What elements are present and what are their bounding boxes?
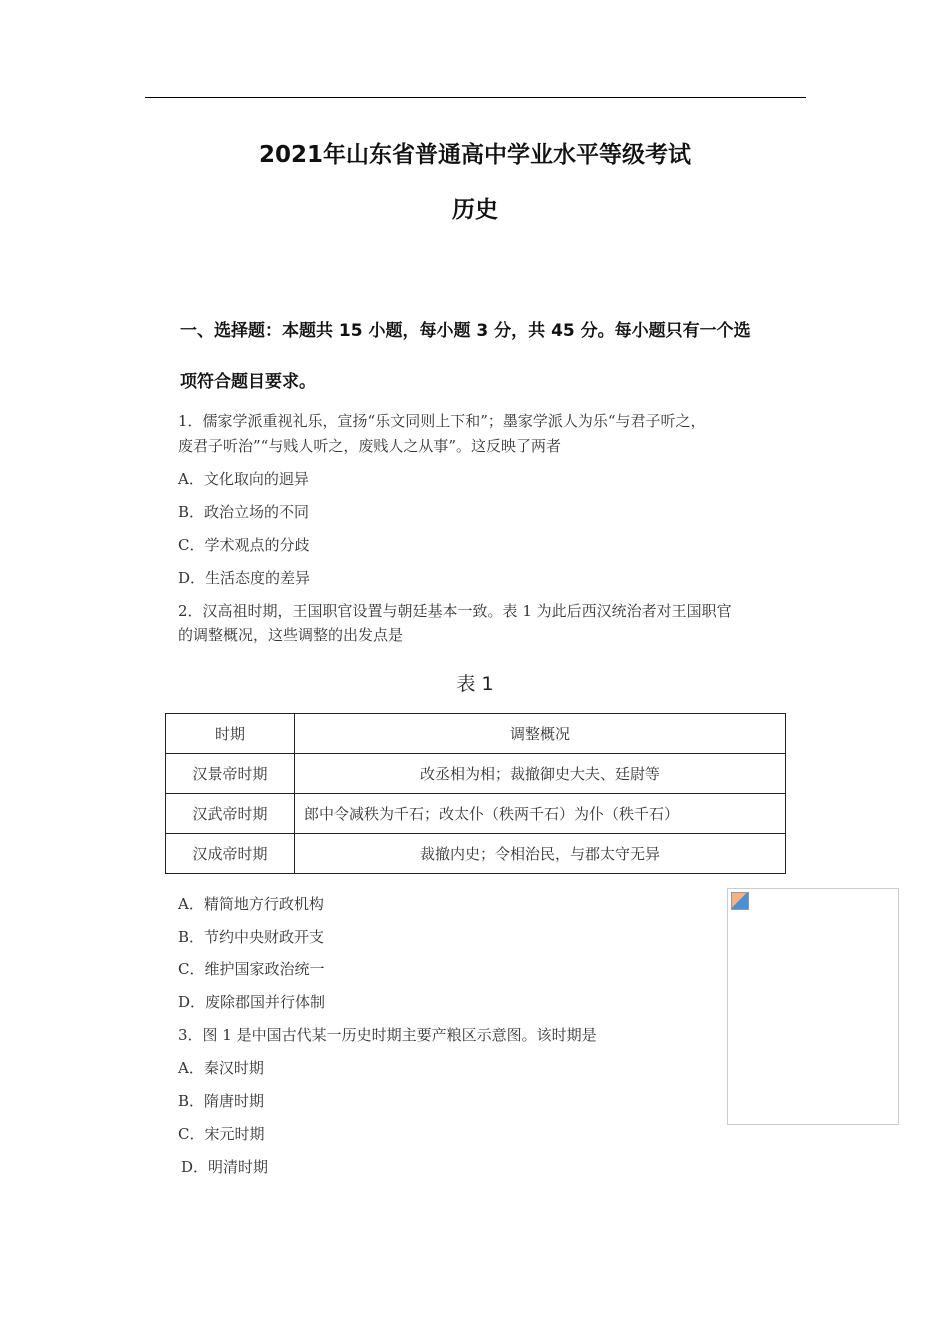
header-cell: 调整概况 [295, 714, 786, 754]
q1-option-b: B．政治立场的不同 [178, 503, 310, 521]
q2-option-d: D．废除郡国并行体制 [178, 993, 326, 1011]
q2-stem: 2．汉高祖时期，王国职官设置与朝廷基本一致。表 1 为此后西汉统治者对王国职官 [178, 602, 732, 620]
table-header-row [166, 714, 786, 754]
q3-option-a: A．秦汉时期 [178, 1059, 264, 1077]
q3-option-b: B．隋唐时期 [178, 1092, 265, 1110]
table-row [166, 754, 786, 794]
q1-stem-cont: 废君子听治”“与贱人听之，废贱人之从事”。这反映了两者 [178, 437, 562, 455]
subject-title: 历史 [452, 197, 498, 223]
q2-option-c: C．维护国家政治统一 [178, 960, 325, 978]
table-cell: 改丞相为相；裁撤御史大夫、廷尉等 [295, 754, 786, 794]
table-row [166, 834, 786, 874]
figure-1-image-placeholder [727, 888, 899, 1125]
table-cell: 汉景帝时期 [166, 754, 295, 794]
section-heading-cont: 项符合题目要求。 [180, 372, 316, 392]
q1-option-a: A．文化取向的迥异 [178, 470, 309, 488]
data-table [165, 713, 786, 874]
table-row [166, 794, 786, 834]
q1-option-d: D．生活态度的差异 [178, 569, 311, 587]
broken-image-icon [731, 892, 749, 910]
exam-title: 2021年山东省普通高中学业水平等级考试 [258, 142, 691, 168]
section-heading: 一、选择题：本题共 15 小题，每小题 3 分，共 45 分。每小题只有一个选 [180, 321, 751, 341]
q2-stem-cont: 的调整概况，这些调整的出发点是 [178, 626, 404, 644]
header-rule [145, 97, 806, 98]
table-caption: 表 1 [456, 673, 494, 695]
q3-stem: 3．图 1 是中国古代某一历史时期主要产粮区示意图。该时期是 [178, 1026, 597, 1044]
q3-option-c: C．宋元时期 [178, 1125, 265, 1143]
q1-stem: 1．儒家学派重视礼乐，宣扬“乐文同则上下和”；墨家学派人为乐“与君子听之， [178, 412, 706, 430]
table-cell: 郎中令减秩为千石；改太仆（秩两千石）为仆（秩千石） [295, 794, 786, 834]
table-cell: 汉武帝时期 [166, 794, 295, 834]
q1-option-c: C．学术观点的分歧 [178, 536, 310, 554]
q3-option-d: D．明清时期 [181, 1158, 269, 1176]
table-cell: 汉成帝时期 [166, 834, 295, 874]
q2-option-b: B．节约中央财政开支 [178, 928, 325, 946]
q2-option-a: A．精简地方行政机构 [178, 895, 324, 913]
header-cell: 时期 [166, 714, 295, 754]
table-cell: 裁撤内史；令相治民，与郡太守无异 [295, 834, 786, 874]
